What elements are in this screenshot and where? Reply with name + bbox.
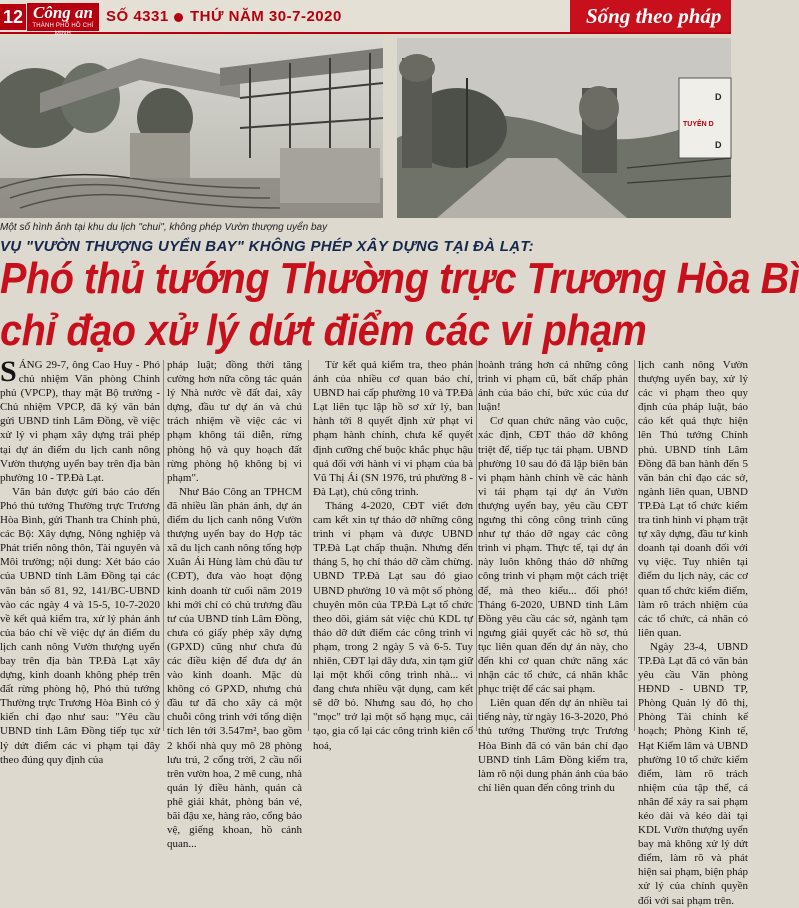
sign-text-3: D [715, 140, 722, 150]
article-paragraph: Tháng 4-2020, CĐT viết đơn cam kết xin tự tháo dỡ những công trình vi phạm và được UBND TP.Đà Lạt chấp thuận. Nhưng đến tháng 5, họ chỉ tháo dỡ cầm chừng. UBND TP.Đà Lạt sau đó giao UBND phường 10 và một số phòng chuyên môn của TP.Đà Lạt tổ chức theo dõi, giám sát việc chủ KDL tự tháo dỡ dứt điểm các công trình vi phạm, trong 2 ngày 5 và 6-5. Tuy nhiên, CĐT lại dây dưa, xin tạm giữ lại một khối công trình nhà... vì đang chưa nhiều vật dụng, cam kết sẽ dỡ bỏ. Nhưng sau đó, họ cho "mọc" trở lại một số hạng mục, cải tạo, gia cố lại các công trình kiên cố hoá, [313, 499, 473, 752]
article-paragraph: Liên quan đến dự án nhiều tai tiếng này, từ ngày 16-3-2020, Phó thủ tướng Thường trực Trương Hòa Bình đã có văn bản chỉ đạo UBND tỉnh Lâm Đồng kiểm tra, làm rõ nội dung phản ánh của báo chí liên quan đến công trình du [478, 697, 628, 794]
article-paragraph: pháp luật; đồng thời tăng cường hơn nữa công tác quản lý Nhà nước về đất đai, xây dựng, đầu tư dự án và chú trách nhiệm về việc các vi phạm không tái diễn, rừng phòng hộ và quy hoạch đất rừng phòng hộ không bị vi phạm". [167, 359, 302, 484]
logo-subtitle: THÀNH PHỐ HỒ CHÍ MINH [32, 23, 94, 37]
paragraph-text: ÁNG 29-7, ông Cao Huy - Phó chủ nhiệm Văn phòng Chính phủ (VPCP), thay mặt Bộ trưởng - Chủ nhiệm VPCP, đã ký văn bản gửi UBND tỉnh Lâm Đồng, về việc xử lý vi phạm xây dựng trái phép tại dự án điểm du lịch canh nông Vườn thượng uyển bay trên địa bàn phường 10 - TP.Đà Lạt. [0, 359, 160, 484]
article-headline-line-1: Phó thủ tướng Thường trực Trương Hòa Bì [0, 254, 799, 303]
article-kicker: VỤ "VƯỜN THƯỢNG UYỂN BAY" KHÔNG PHÉP XÂY DỰNG TẠI ĐÀ LẠT: [0, 238, 534, 255]
sign-text-2: TUYÊN D [683, 121, 714, 128]
article-column-4 [478, 358, 628, 794]
article-column-2 [167, 358, 302, 851]
newspaper-logo [27, 3, 99, 37]
issue-number: SỐ 4331 [106, 8, 169, 25]
article-paragraph: Từ kết quả kiểm tra, theo phản ánh của nhiều cơ quan báo chí, UBND hai cấp phường 10 và TP.Đà Lạt liên tục lập hồ sơ xử lý, ban hành tới 8 quyết định xử phạt vi phạm hành chính, chưa kể quyết định cưỡng chế buộc khắc phục hậu quả đối với hành vi vi phạm của bà Vũ Thị Ái (SN 1976, trú phường 8 - Đà Lạt), chủ công trình. [313, 359, 473, 498]
issue-date: THỨ NĂM 30-7-2020 [190, 8, 342, 25]
photo-resort-gate [397, 38, 731, 218]
article-column-3 [313, 358, 473, 752]
masthead [0, 0, 731, 37]
photo-resort-gate-drawing [397, 38, 731, 218]
column-divider [476, 360, 477, 731]
article-column-5 [638, 358, 748, 907]
photo-resort-construction [0, 38, 383, 218]
article-paragraph: Cơ quan chức năng vào cuộc, xác định, CĐT tháo dỡ không triệt để, tiếp tục tái phạm. UBND phường 10 sau đó đã lập biên bản vi phạm hành chính về các hành vi tái phạm tại dự án Vườn thượng uyển bay, yêu cầu CĐT ngưng thi công công trình cũng như tự tháo dỡ ngay các công trình vi phạm. Thực tế, tại dự án này luôn không tháo dỡ những công trình vi phạm một cách triệt để, mà theo kiểu... đối phó! Tháng 6-2020, UBND tỉnh Lâm Đồng yêu cầu các sở, ngành tạm ngưng giải quyết các hồ sơ, thủ tục liên quan đến dự án này, cho đến khi cơ quan chức năng xác nhận các tổ chức, cá nhân khắc phục triệt để các sai phạm. [478, 415, 628, 696]
photo-caption: Một số hình ảnh tại khu du lịch "chui", không phép Vườn thượng uyển bay [0, 222, 328, 233]
column-divider [634, 360, 635, 731]
column-divider [163, 360, 164, 731]
article-paragraph: hoành tráng hơn cả những công trình vi phạm cũ, bất chấp phản ánh của báo chí, bức xúc của dư luận! [478, 359, 628, 414]
article-paragraph: Ngày 23-4, UBND TP.Đà Lạt đã có văn bản yêu cầu Văn phòng HĐND - UBND TP, Phòng Quản lý đô thị, Phòng Tài chính kế hoạch; Phòng Kinh tế, Hạt Kiểm lâm và UBND phường 10 tổ chức kiểm điểm, làm rõ trách nhiệm của tập thể, cá nhân để xảy ra sai phạm kéo dài và kéo dài tại KDL Vườn thượng uyển bay mà không xử lý dứt điểm, làm rõ và phát hiện sai phạm, biện pháp xử lý của chính quyền đối với sai phạm trên. [638, 640, 748, 907]
article-paragraph: Như Báo Công an TPHCM đã nhiều lần phản ánh, dự án điểm du lịch canh nông Vườn thượng uyển bay do Hợp tác xã du lịch canh nông tổng hợp Xuân Ái Hùng làm chủ đầu tư (CĐT), đưa vào hoạt động kinh doanh từ cuối năm 2019 khi mới chỉ có chủ trương đầu tư của UBND tỉnh Lâm Đồng, chưa có giấy phép xây dựng (GPXD) cũng như chưa đủ các điều kiện để đưa dự án vào kinh doanh. Mặc dù không có GPXD, nhưng chủ đầu tư đã cho xây cả một chuỗi công trình với tổng diện tích lên tới 3.547m², bao gồm 2 khối nhà quy mô 28 phòng lưu trú, 2 cổng trời, 2 cầu nối trên vườn hoa, 2 mê cung, nhà quản lý điều hành, quán cà phê giải khát, phòng bán vé, bãi đậu xe, hàng rào, cổng bảo vệ, giếng khoan, hồ cảnh quan... [167, 485, 302, 851]
section-title: Sống theo pháp [570, 0, 731, 32]
logo-title: Công an [33, 3, 93, 22]
photo-resort-construction-drawing [0, 38, 383, 218]
article-paragraph: Văn bản được gửi báo cáo đến Phó thủ tướng Thường trực Trương Hòa Bình, gửi Thanh tra Chính phủ, các Bộ: Xây dựng, Nông nghiệp và Phát triển nông thôn, Tài nguyên và Môi trường; nội dung: Xét báo cáo của UBND tỉnh Lâm Đồng tại các văn bản số 81, 92, 141/BC-UBND vào các ngày 4 và 15-5, 10-7-2020 về kết quả kiểm tra, xử lý phản ánh của báo chí về việc dự án điểm du lịch canh nông Vườn thượng uyển bay trên địa bàn TP.Đà Lạt xây dựng, kinh doanh không phép trên đất rừng phòng hộ, Phó thủ tướng Thường trực Trương Hòa Bình có ý kiến chỉ đạo như sau: "Yêu cầu UBND tỉnh Lâm Đồng tiếp tục xử lý dứt điểm các vi phạm tại đây theo đúng quy định của [0, 485, 160, 766]
column-divider [308, 360, 309, 731]
separator-dot-icon [174, 13, 183, 22]
article-paragraph: lịch canh nông Vườn thượng uyển bay, xử lý các vi phạm theo quy định của pháp luật, báo cáo kết quả thực hiện lên Thủ tướng Chính phủ. UBND tỉnh Lâm Đồng đã ban hành đến 5 văn bản chỉ đạo các sở, ngành liên quan, UBND TP.Đà Lạt tổ chức kiểm tra tình hình vi phạm trật tự xây dựng, đầu tư kinh doanh tại doanh đối với vụ việc. Tuy nhiên tại điểm du lịch này, các cơ quan tổ chức kiểm điểm, làm rõ trách nhiệm của các tổ chức, cá nhân có liên quan. [638, 359, 748, 639]
page-number: 12 [0, 4, 26, 30]
drop-cap: S [0, 355, 17, 388]
article-headline-line-2: chỉ đạo xử lý dứt điểm các vi phạm [0, 306, 647, 355]
article-paragraph [0, 355, 160, 485]
article-column-1 [0, 355, 160, 766]
sign-text-1: D [715, 92, 722, 102]
